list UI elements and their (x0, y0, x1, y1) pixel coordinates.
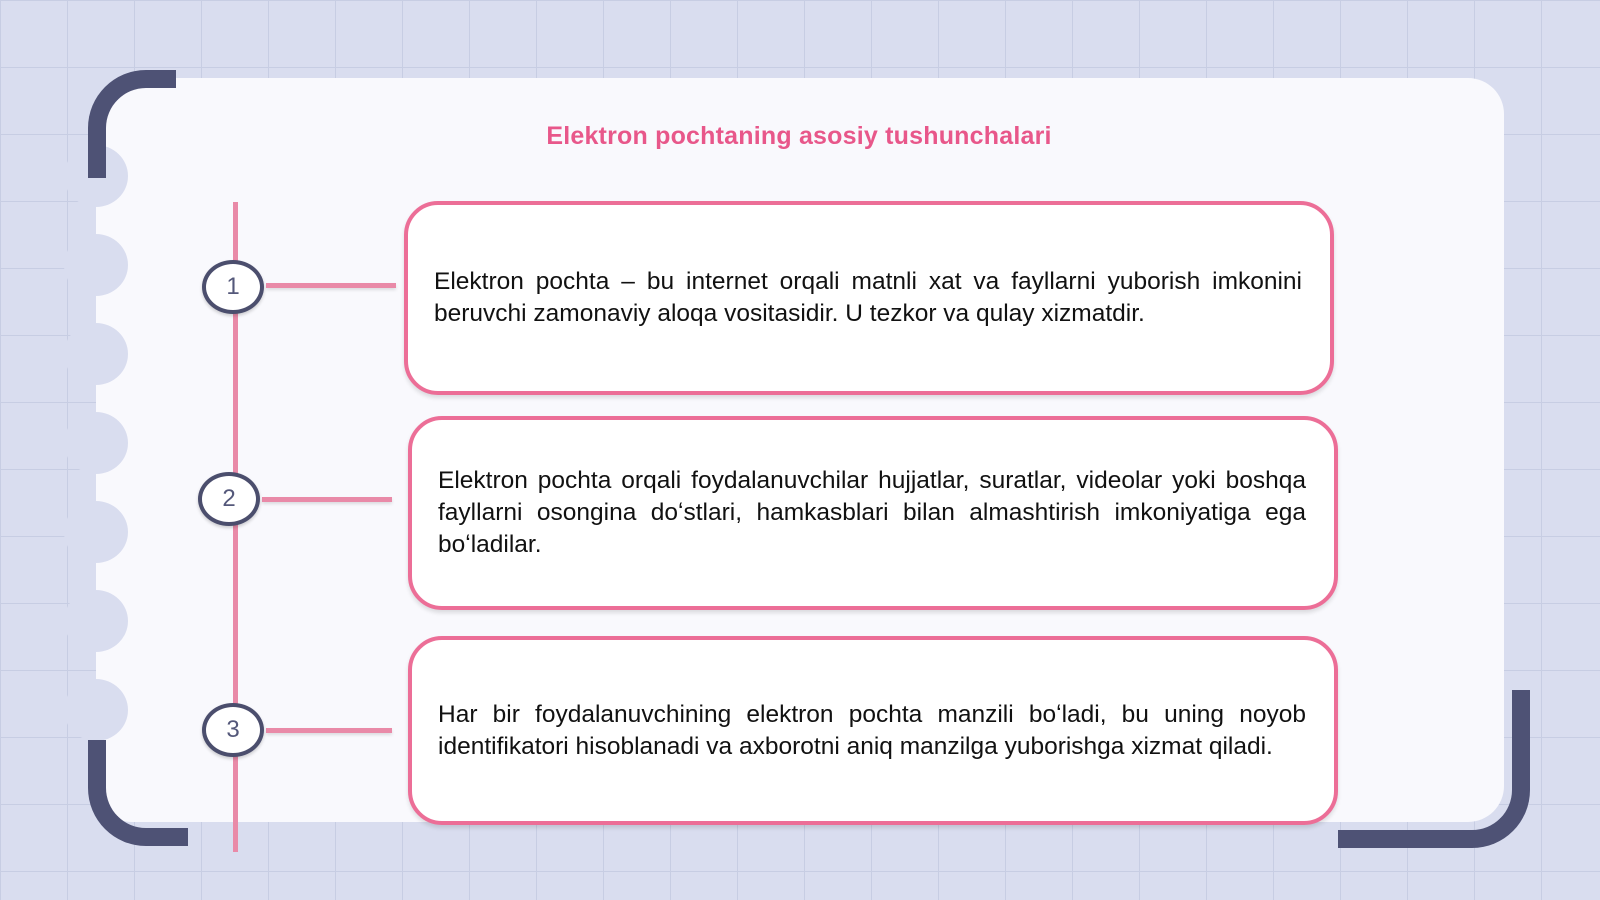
notebook-scallop (64, 323, 128, 385)
info-box-3 (408, 636, 1338, 825)
notebook-scallop (64, 590, 128, 652)
info-box-1 (404, 201, 1334, 395)
slide-title-text: Elektron pochtaning asosiy tushunchalari (546, 122, 1052, 150)
frame-corner-bottom-right (1338, 690, 1530, 848)
slide-title (0, 122, 1600, 151)
step-number-label: 2 (222, 485, 236, 512)
step-number-3 (202, 703, 264, 757)
notebook-scallop (64, 501, 128, 563)
info-box-2 (408, 416, 1338, 610)
info-box-text: Elektron pochta orqali foydalanuvchilar hujjatlar, suratlar, videolar yoki boshqa fayllarni osongina doʻstlari, hamkasblari bilan almashtirish imkoniyatiga ega boʻladilar. (438, 467, 1306, 558)
step-number-1 (202, 260, 264, 314)
info-box-text: Elektron pochta – bu internet orqali matnli xat va fayllarni yuborish imkonini beruvchi zamonaviy aloqa vositasidir. U tezkor va qulay xizmatdir. (434, 268, 1302, 327)
frame-corner-bottom-left (88, 740, 188, 846)
step-number-2 (198, 472, 260, 526)
connector-line-1 (266, 283, 396, 288)
notebook-scallop (64, 679, 128, 741)
notebook-scallop (64, 234, 128, 296)
step-number-label: 3 (226, 716, 240, 743)
connector-line-3 (266, 728, 392, 733)
step-number-label: 1 (226, 273, 240, 300)
info-box-text: Har bir foydalanuvchining elektron pochta manzili boʻladi, bu uning noyob identifikatori hisoblanadi va axborotni aniq manzilga yuborishga xizmat qiladi. (438, 700, 1306, 760)
notebook-scallop (64, 412, 128, 474)
connector-line-2 (262, 497, 392, 502)
